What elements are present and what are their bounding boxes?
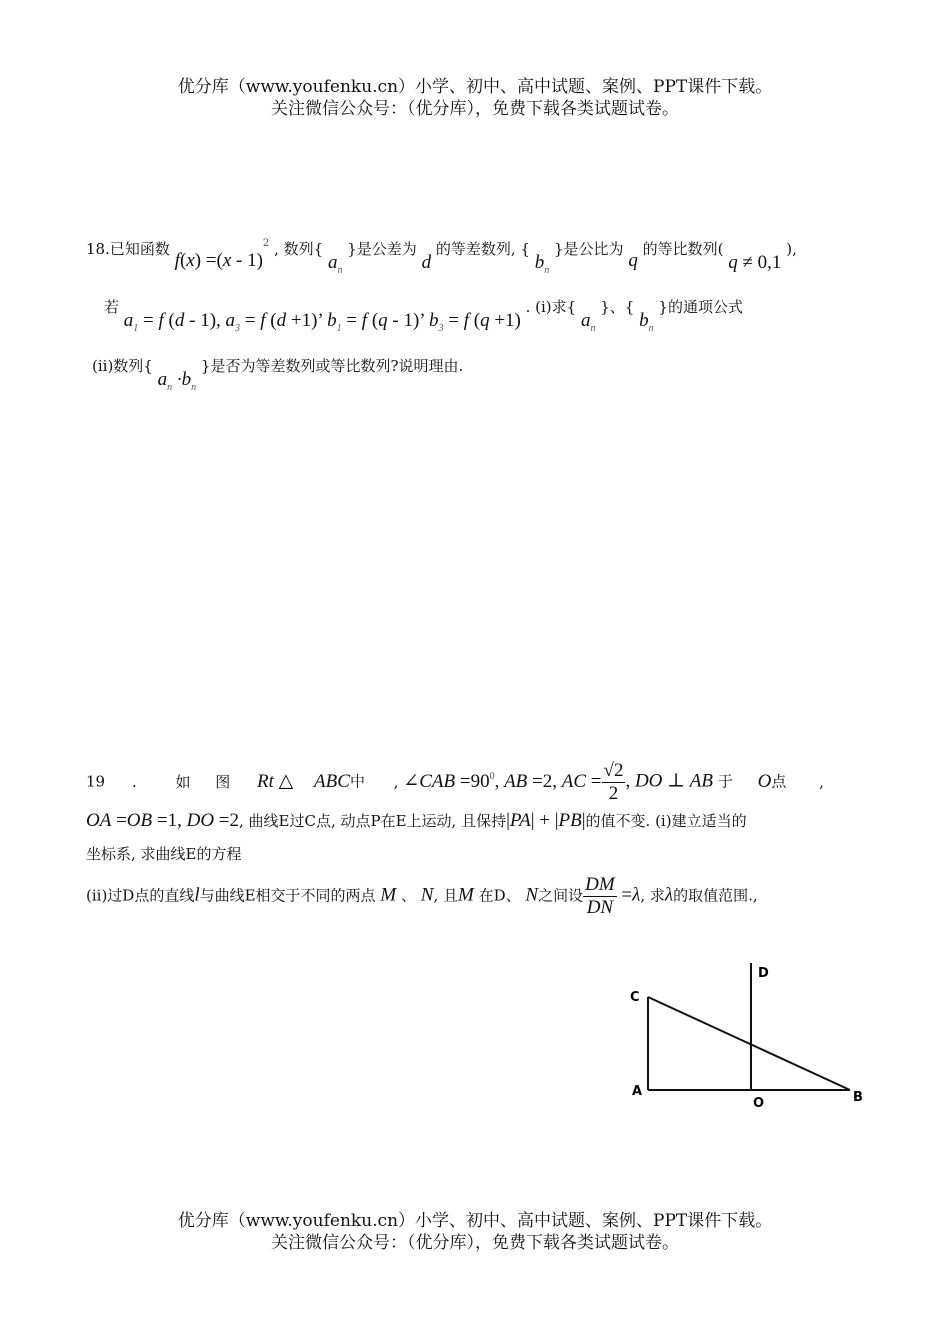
q18-text-7: ), xyxy=(786,240,797,258)
q19-line-3 xyxy=(86,843,242,864)
q18-part2: (ii)数列{ xyxy=(92,357,153,375)
q19-dot: . xyxy=(131,772,137,791)
q18-text-5: }是公比为 xyxy=(554,240,624,258)
q18-exp: 2 xyxy=(262,238,270,249)
q18-text-6: 的等比数列( xyxy=(642,240,724,258)
q19-comma: , xyxy=(393,772,399,791)
q18-anbn: $a_n \cdot b_n$ xyxy=(157,369,197,393)
q18-line-3 xyxy=(92,355,464,393)
q18-part1c: }的通项公式 xyxy=(658,298,743,316)
q19-line-2 xyxy=(86,810,747,832)
q18-d: d xyxy=(421,252,432,273)
q19-line-1 xyxy=(86,760,824,805)
q18-part2b: }是否为等差数列或等比数列?说明理由. xyxy=(200,357,464,375)
q19-text-10: , 求 xyxy=(640,886,665,905)
q19-tu: 图 xyxy=(215,772,231,791)
label-b: B xyxy=(853,1090,863,1105)
q19-text-2: 的值不变. (i)建立适当的 xyxy=(585,812,747,830)
q18-bn: $b_n$ xyxy=(534,252,550,276)
q19-line-4 xyxy=(86,874,758,919)
q19-n-2: N xyxy=(525,884,539,906)
label-o: O xyxy=(753,1096,765,1111)
q18-text-4: 的等差数列, { xyxy=(435,240,530,258)
q19-rt: Rt xyxy=(257,770,274,792)
q19-comma-2: , xyxy=(819,772,824,791)
page-header xyxy=(0,76,950,120)
q19-text-8: 在D、 xyxy=(478,886,521,905)
q19-text-5: 与曲线E相交于不同的两点 xyxy=(199,886,376,905)
q19-text-9: 之间设 xyxy=(538,886,584,905)
q18-text-2: , 数列{ xyxy=(274,240,324,258)
q19-yu: 于 xyxy=(717,772,733,791)
q19-dm-dn-frac: $\frac{DM}{DN}$ xyxy=(585,874,615,918)
q19-dian: 点 xyxy=(771,772,787,791)
q18-part1b: }、{ xyxy=(600,298,635,316)
q19-text-3: 坐标系, 求曲线E的方程 xyxy=(86,845,242,863)
q18-line-1 xyxy=(86,238,797,276)
q19-number: 19 xyxy=(86,772,106,791)
q19-pa-pb: |PA| + |PB| xyxy=(506,810,586,831)
q19-m: M xyxy=(380,884,397,906)
q18-part1: (i)求{ xyxy=(535,298,577,316)
q18-function-rest: (x) =(x - 1) xyxy=(179,250,263,271)
q19-m-2: M xyxy=(457,884,474,906)
q19-text-6: 、 xyxy=(400,886,416,905)
q19-lambda-eq: =λ xyxy=(616,884,641,906)
q18-q: q xyxy=(628,250,638,271)
q19-text-1: , 曲线E过C点, 动点P在E上运动, 且保持 xyxy=(239,812,507,830)
q18-q-cond: q ≠ 0,1 xyxy=(728,252,782,273)
label-a: A xyxy=(632,1084,643,1099)
label-c: C xyxy=(630,990,640,1005)
q18-number: 18. xyxy=(86,240,110,258)
q19-oa-ob-do: OA =OB =1, DO =2 xyxy=(86,810,240,831)
q19-o: O xyxy=(757,770,772,792)
footer-line-1: 优分库（www.youfenku.cn）小学、初中、高中试题、案例、PPT课件下载。 xyxy=(177,1211,773,1231)
segment-cb xyxy=(648,997,850,1090)
label-d: D xyxy=(758,966,769,981)
q18-function: f xyxy=(174,250,180,271)
q19-do-perp: , DO ⊥ AB xyxy=(625,770,713,792)
q18-an: $a_n$ xyxy=(327,252,343,276)
q19-text-4: (ii)过D点的直线 xyxy=(86,886,195,905)
footer-line-2: 关注微信公众号：（优分库），免费下载各类试题试卷。 xyxy=(271,1233,679,1253)
q18-ruo: 若 xyxy=(104,298,120,316)
q18-text: 已知函数 xyxy=(109,240,170,258)
q18-text-3: }是公差为 xyxy=(347,240,417,258)
q19-triangle: △ xyxy=(273,770,299,792)
q19-n: N xyxy=(420,884,434,906)
q18-conditions: $a_1 = f$ (d - 1), $a_3 = f$ (d +1)’ $b_1 = f$ (q - 1)’ $b_3 = f$ (q +1) xyxy=(123,310,526,334)
header-line-1: 优分库（www.youfenku.cn）小学、初中、高中试题、案例、PPT课件下载。 xyxy=(177,77,773,97)
q19-ru: 如 xyxy=(175,772,191,791)
q19-text-7: , 且 xyxy=(433,886,458,905)
header-line-2: 关注微信公众号：（优分库），免费下载各类试题试卷。 xyxy=(271,99,679,119)
q19-givens: ∠CAB $=90^0$, AB =2, AC = xyxy=(403,770,602,792)
q19-text-11: 的取值范围., xyxy=(673,886,758,905)
geometry-figure xyxy=(620,955,870,1115)
q19-zhong: 中 xyxy=(349,772,365,791)
page-footer xyxy=(0,1210,950,1254)
q18-part1-bn: $b_n$ xyxy=(639,310,654,334)
q19-sqrt2-frac: $\frac{√2}{2}$ xyxy=(603,760,624,804)
q19-abc: ABC xyxy=(314,770,350,792)
q19-lambda: λ xyxy=(664,884,674,906)
q18-part1-an: $a_n$ xyxy=(580,310,596,334)
q19-l: l xyxy=(194,884,200,906)
q18-line-2: 若 $a_1 = f$ (d - 1), $a_3 = f$ (d +1)’ $b_1 = f$ (q - 1)’ $b_3 = f$ (q +1) . (i)求{ $a_n$ }、{ $b_n$ }的通项公式 xyxy=(104,298,743,334)
